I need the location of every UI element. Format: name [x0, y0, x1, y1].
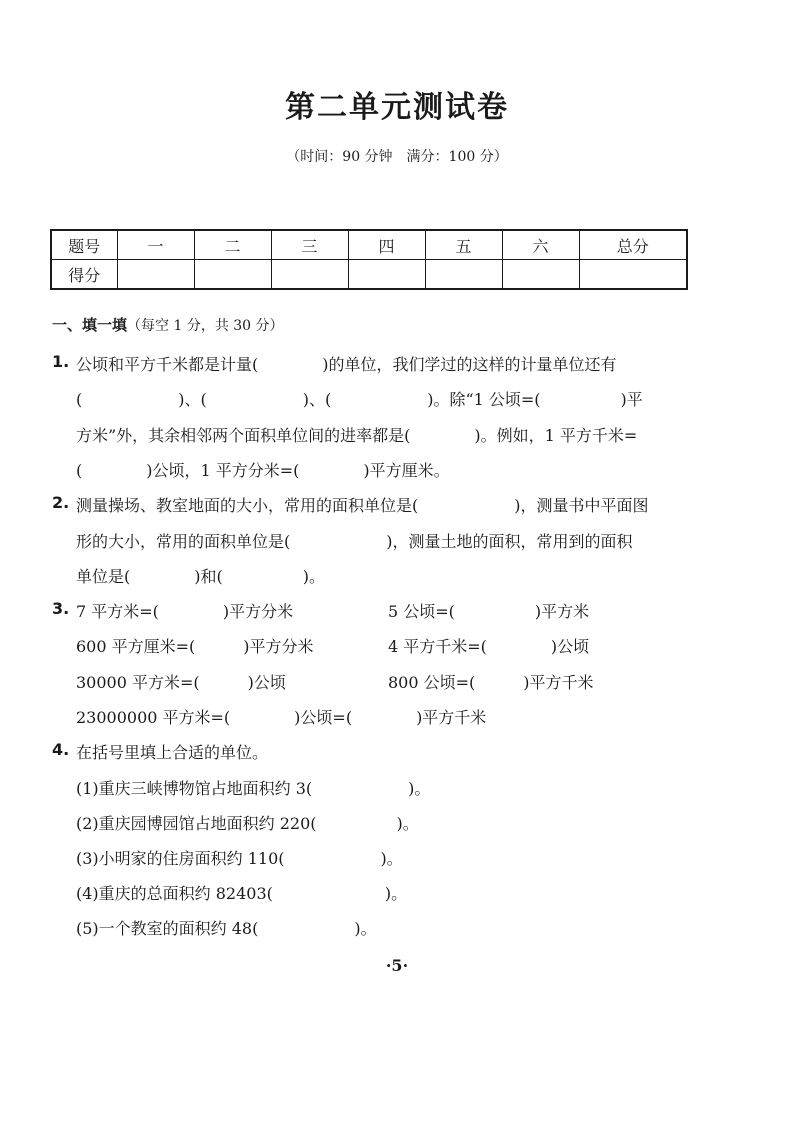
section-title: 一、填一填 [52, 316, 128, 334]
question-number: 3. [52, 599, 70, 618]
score-table-row-label: 得分 [51, 260, 117, 290]
question-line: 方米”外，其余相邻两个面积单位间的进率都是( )。例如，1 平方千米= [76, 426, 638, 445]
section-score-note: （每空 1 分，共 30 分） [127, 318, 284, 334]
score-cell[interactable] [271, 260, 348, 290]
score-table-header-label: 题号 [51, 230, 117, 260]
conversion-item: 23000000 平方米=( )公顷=( )平方千米 [76, 708, 487, 727]
score-table-col-4: 四 [348, 230, 425, 260]
score-table-col-1: 一 [117, 230, 194, 260]
score-cell[interactable] [425, 260, 502, 290]
conversion-item: 4 平方千米=( )公顷 [388, 637, 590, 656]
score-table-col-3: 三 [271, 230, 348, 260]
section-heading [52, 314, 284, 335]
score-cell-total[interactable] [579, 260, 687, 290]
score-cell[interactable] [194, 260, 271, 290]
score-cell[interactable] [502, 260, 579, 290]
sub-question: (2)重庆园博园馆占地面积约 220( )。 [76, 814, 419, 833]
question-number: 2. [52, 493, 70, 512]
conversion-item: 7 平方米=( )平方分米 [76, 602, 294, 621]
page-title: 第二单元测试卷 [285, 90, 509, 125]
conversion-item: 600 平方厘米=( )平方分米 [76, 637, 314, 656]
page-number: ·5· [385, 956, 409, 975]
score-cell[interactable] [348, 260, 425, 290]
score-table [50, 229, 688, 290]
score-table-col-total: 总分 [579, 230, 687, 260]
question-number: 4. [52, 740, 70, 759]
conversion-item: 30000 平方米=( )公顷 [76, 673, 286, 692]
question-line: 公顷和平方千米都是计量( )的单位，我们学过的这样的计量单位还有 [76, 355, 617, 374]
score-table-header-row [51, 230, 687, 260]
sub-question: (5)一个教室的面积约 48( )。 [76, 919, 377, 938]
conversion-item: 5 公顷=( )平方米 [388, 602, 590, 621]
exam-info: （时间：90 分钟 满分：100 分） [286, 149, 508, 165]
question-line: 测量操场、教室地面的大小，常用的面积单位是( )，测量书中平面图 [76, 496, 649, 515]
question-intro: 在括号里填上合适的单位。 [76, 743, 269, 762]
question-line: 单位是( )和( )。 [76, 567, 325, 586]
question-line: ( )公顷，1 平方分米=( )平方厘米。 [76, 461, 450, 480]
conversion-item: 800 公顷=( )平方千米 [388, 673, 594, 692]
question-number: 1. [52, 352, 70, 371]
score-table-score-row [51, 260, 687, 290]
sub-question: (1)重庆三峡博物馆占地面积约 3( )。 [76, 779, 431, 798]
score-table-col-5: 五 [425, 230, 502, 260]
question-line: ( )、( )、( )。除“1 公顷=( )平 [76, 390, 643, 409]
sub-question: (3)小明家的住房面积约 110( )。 [76, 849, 403, 868]
score-table-col-6: 六 [502, 230, 579, 260]
question-line: 形的大小，常用的面积单位是( )，测量土地的面积，常用到的面积 [76, 532, 633, 551]
sub-question: (4)重庆的总面积约 82403( )。 [76, 884, 408, 903]
score-cell[interactable] [117, 260, 194, 290]
score-table-col-2: 二 [194, 230, 271, 260]
